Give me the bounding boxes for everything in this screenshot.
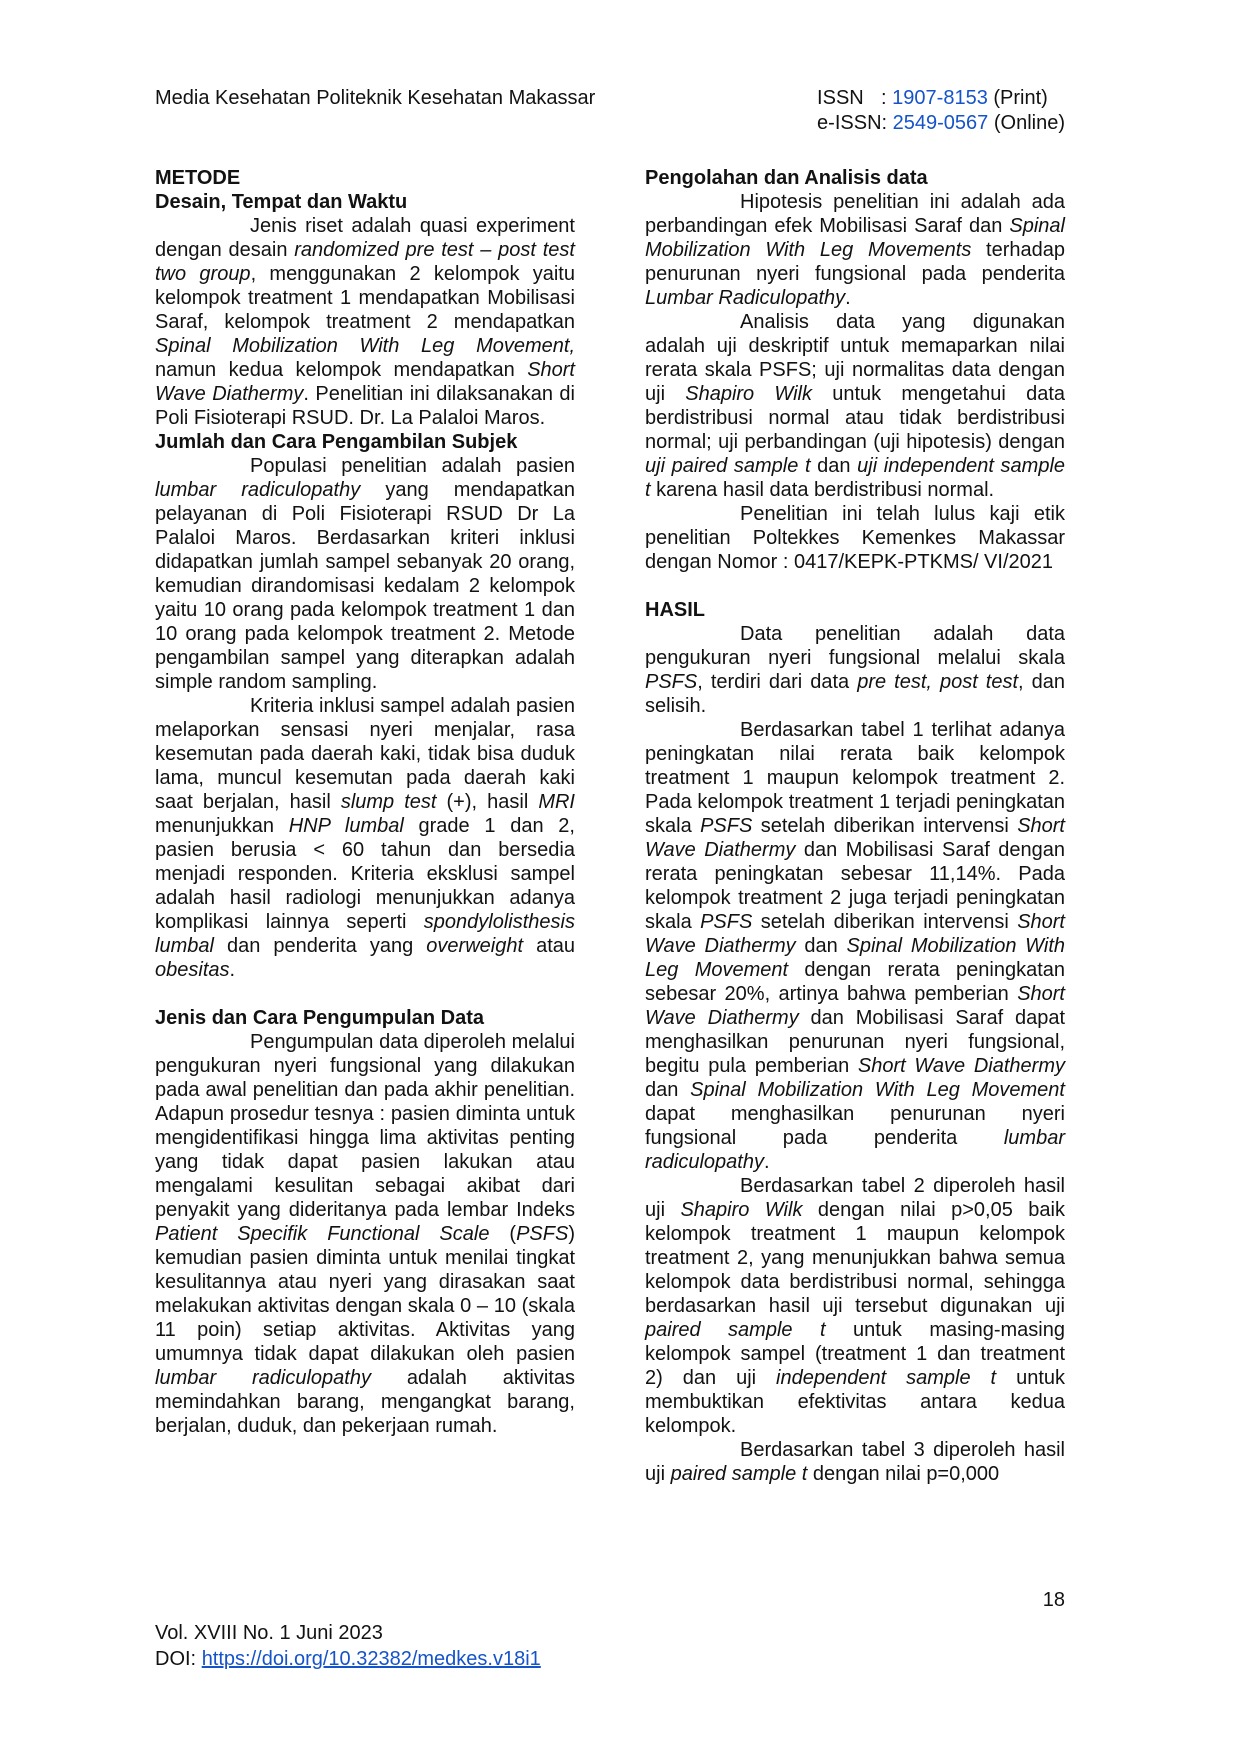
text-run: Populasi penelitian adalah pasien	[250, 455, 575, 477]
text-run: dan	[645, 1079, 691, 1101]
paragraph	[645, 502, 1065, 574]
text-run: setelah diberikan intervensi	[752, 911, 1018, 933]
italic-text-run: uji independent sample t	[645, 455, 1066, 501]
text-run: .	[845, 287, 851, 309]
eissn-colon: :	[881, 112, 888, 134]
italic-text-run: paired sample t	[645, 1319, 826, 1341]
text-run: , dan selisih.	[645, 671, 1065, 717]
doi-link[interactable]: https://doi.org/10.32382/medkes.v18i1	[201, 1648, 541, 1670]
text-run: dan	[810, 455, 858, 477]
italic-text-run: Spinal Mobilization With Leg Movement,	[155, 335, 575, 357]
issn-online-number: 2549-0567	[892, 112, 989, 134]
text-run: .	[763, 1151, 770, 1173]
paragraph	[645, 1438, 1065, 1486]
italic-text-run: HNP lumbal	[288, 815, 404, 837]
volume-line: Vol. XVIII No. 1 Juni 2023	[155, 1622, 383, 1644]
doi-line	[155, 1646, 541, 1672]
paragraph	[645, 1174, 1065, 1438]
text-run: grade 1 dan 2, pasien berusia < 60 tahun dan bersedia menjadi responden. Kriteria eksklusi sampel adalah hasil radiologi menunjukkan adanya komplikasi lainnya seperti	[155, 815, 575, 933]
journal-title: Media Kesehatan Politeknik Kesehatan Makassar	[155, 87, 596, 109]
italic-text-run: uji paired sample t	[645, 455, 811, 477]
text-run: dan Mobilisasi Saraf dapat menghasilkan penurunan nyeri fungsional, begitu pula pemberian	[645, 1007, 1066, 1077]
paragraph	[645, 622, 1065, 718]
text-run: terhadap penurunan nyeri fungsional pada penderita	[645, 239, 1065, 285]
italic-text-run: randomized pre test – post test two group	[155, 239, 575, 285]
italic-text-run: PSFS	[700, 911, 753, 933]
text-run: dengan rerata peningkatan sebesar 20%, artinya bahwa pemberian	[645, 959, 1065, 1005]
text-run: ) kemudian pasien diminta untuk menilai tingkat kesulitannya atau nyeri yang dirasakan saat melakukan aktivitas dengan skala 0 – 10 (skala 11 poin) setiap aktivitas. Aktivitas yang umumnya tidak dapat dilakukan oleh pasien	[155, 1223, 575, 1365]
text-run: menunjukkan	[155, 815, 289, 837]
issn-block	[817, 86, 1065, 136]
left-column	[155, 166, 575, 1486]
text-run: Penelitian ini telah lulus kaji etik penelitian Poltekkes Kemenkes Makassar dengan Nomor : 0417/KEPK-PTKMS/ VI/2021	[645, 503, 1065, 573]
italic-text-run: MRI	[538, 791, 575, 813]
text-run: Berdasarkan tabel 1 terlihat adanya peningkatan nilai rerata baik kelompok treatment 1 maupun kelompok treatment 2. Pada kelompok treatment 1 terjadi peningkatan skala	[645, 719, 1065, 837]
italic-text-run: lumbar radiculopathy	[155, 479, 361, 501]
italic-text-run: PSFS	[700, 815, 753, 837]
issn-print-line	[817, 86, 1065, 111]
italic-text-run: lumbar radiculopathy	[155, 1367, 371, 1389]
page-header	[155, 86, 1065, 136]
italic-text-run: paired sample t	[670, 1463, 808, 1485]
article-body	[155, 166, 1065, 1486]
paragraph	[155, 694, 575, 982]
text-run: dengan nilai p>0,05 baik kelompok treatment 1 maupun kelompok treatment 2, yang menunjukkan bahwa semua kelompok data berdistribusi normal, sehingga berdasarkan hasil uji tersebut digunakan uji	[645, 1199, 1065, 1317]
italic-text-run: PSFS	[645, 671, 698, 693]
section-heading: Pengolahan dan Analisis data	[645, 167, 928, 189]
text-run: setelah diberikan intervensi	[752, 815, 1018, 837]
italic-text-run: Short Wave Diathermy	[645, 911, 1065, 957]
paragraph	[645, 190, 1065, 310]
italic-text-run: Spinal Mobilization With Leg Movement	[645, 935, 1066, 981]
text-run: atau	[523, 935, 575, 957]
italic-text-run: Short Wave Diathermy	[645, 983, 1065, 1029]
italic-text-run: spondylolisthesis lumbal	[155, 911, 575, 957]
paragraph	[645, 310, 1065, 502]
paragraph	[155, 1030, 575, 1438]
italic-text-run: Short Wave Diathermy	[155, 359, 575, 405]
text-run: Hipotesis penelitian ini adalah ada perbandingan efek Mobilisasi Saraf dan	[645, 191, 1065, 237]
text-run: dengan nilai p=0,000	[807, 1463, 1000, 1485]
issn-colon: :	[881, 87, 887, 109]
text-run: untuk mengetahui data berdistribusi normal atau tidak berdistribusi normal; uji perbandingan (uji hipotesis) dengan	[645, 383, 1065, 453]
italic-text-run: Spinal Mobilization With Leg Movement	[690, 1079, 1065, 1101]
issn-print-number: 1907-8153	[892, 87, 988, 109]
italic-text-run: Shapiro Wilk	[685, 383, 812, 405]
section-heading: Jumlah dan Cara Pengambilan Subjek	[155, 431, 518, 453]
section-heading: Desain, Tempat dan Waktu	[155, 191, 408, 213]
text-run: karena hasil data berdistribusi normal.	[650, 479, 995, 501]
text-run: dapat menghasilkan penurunan nyeri fungsional pada penderita	[645, 1103, 1065, 1149]
italic-text-run: PSFS	[516, 1223, 569, 1245]
text-run: adalah aktivitas memindahkan barang, mengangkat barang, berjalan, duduk, dan pekerjaan rumah.	[155, 1367, 576, 1437]
italic-text-run: Spinal Mobilization With Leg Movements	[645, 215, 1065, 261]
text-run: (+), hasil	[436, 791, 539, 813]
page-footer	[155, 1620, 541, 1672]
issn-label: ISSN	[817, 87, 864, 109]
doi-label: DOI:	[155, 1648, 197, 1670]
italic-text-run: Patient Specifik Functional Scale	[155, 1223, 490, 1245]
text-run: Jenis riset adalah quasi experiment dengan desain	[155, 215, 575, 261]
issn-print-suffix: (Print)	[987, 87, 1048, 109]
paragraph	[155, 214, 575, 430]
paragraph-gap	[645, 574, 1065, 598]
eissn-label: e-ISSN	[817, 112, 882, 134]
text-run: dan penderita yang	[213, 935, 427, 957]
italic-text-run: lumbar radiculopathy	[645, 1127, 1065, 1173]
text-run: dan Mobilisasi Saraf dengan rerata peningkatan sebesar 11,14%. Pada kelompok treatment 2 juga terjadi peningkatan skala	[645, 839, 1065, 933]
text-run: Data penelitian adalah data pengukuran nyeri fungsional melalui skala	[645, 623, 1065, 669]
text-run: Pengumpulan data diperoleh melalui pengukuran nyeri fungsional yang dilakukan pada awal penelitian dan pada akhir penelitian. Adapun prosedur tesnya : pasien diminta untuk mengidentifikasi hingga lima aktivitas penting yang tidak dapat pasien lakukan atau mengalami kesulitan sebagai akibat dari penyakit yang dideritanya pada lembar Indeks	[155, 1031, 575, 1221]
italic-text-run: pre test, post test	[857, 671, 1019, 693]
text-run: .	[229, 959, 236, 981]
text-run: , terdiri dari data	[697, 671, 858, 693]
text-run: untuk membuktikan efektivitas antara kedua kelompok.	[645, 1367, 1065, 1437]
text-run: yang mendapatkan pelayanan di Poli Fisioterapi RSUD Dr La Palaloi Maros. Berdasarkan kriteri inklusi didapatkan jumlah sampel sebanyak 20 orang, kemudian dirandomisasi kedalam 2 kelompok yaitu 10 orang pada kelompok treatment 1 dan 10 orang pada kelompok treatment 2. Metode pengambilan sampel yang diterapkan adalah simple random sampling.	[155, 479, 576, 693]
section-heading: METODE	[155, 167, 241, 189]
italic-text-run: overweight	[426, 935, 524, 957]
italic-text-run: Short Wave Diathermy	[645, 815, 1065, 861]
text-run: Berdasarkan tabel 3 diperoleh hasil uji	[645, 1439, 1065, 1485]
page-number: 18	[1042, 1589, 1065, 1611]
issn-online-suffix: (Online)	[988, 112, 1065, 134]
text-run: , menggunakan 2 kelompok yaitu kelompok treatment 1 mendapatkan Mobilisasi Saraf, kelompok treatment 2 mendapatkan	[155, 263, 575, 333]
italic-text-run: independent sample t	[776, 1367, 997, 1389]
paragraph	[155, 454, 575, 694]
text-run: Berdasarkan tabel 2 diperoleh hasil uji	[645, 1175, 1065, 1221]
italic-text-run: slump test	[340, 791, 437, 813]
text-run: untuk masing-masing kelompok sampel (treatment 1 dan treatment 2) dan uji	[645, 1319, 1065, 1389]
issn-online-line	[817, 111, 1065, 136]
italic-text-run: Lumbar Radiculopathy	[645, 287, 846, 309]
italic-text-run: Short Wave Diathermy	[857, 1055, 1065, 1077]
text-run: Analisis data yang digunakan adalah uji deskriptif untuk memaparkan nilai rerata skala PSFS; uji normalitas data dengan uji	[645, 311, 1065, 405]
italic-text-run: Shapiro Wilk	[680, 1199, 803, 1221]
right-column	[645, 166, 1065, 1486]
paragraph	[645, 718, 1065, 1174]
text-run: namun kedua kelompok mendapatkan	[155, 359, 528, 381]
section-heading: HASIL	[645, 599, 705, 621]
text-run: (	[489, 1223, 517, 1245]
paragraph-gap	[155, 982, 575, 1006]
text-run: dan	[795, 935, 847, 957]
italic-text-run: obesitas	[155, 959, 230, 981]
section-heading: Jenis dan Cara Pengumpulan Data	[155, 1007, 484, 1029]
text-run: . Penelitian ini dilaksanakan di Poli Fisioterapi RSUD. Dr. La Palaloi Maros.	[155, 383, 575, 429]
text-run: Kriteria inklusi sampel adalah pasien melaporkan sensasi nyeri menjalar, rasa kesemutan pada daerah kaki, tidak bisa duduk lama, muncul kesemutan pada daerah kaki saat berjalan, hasil	[155, 695, 575, 813]
